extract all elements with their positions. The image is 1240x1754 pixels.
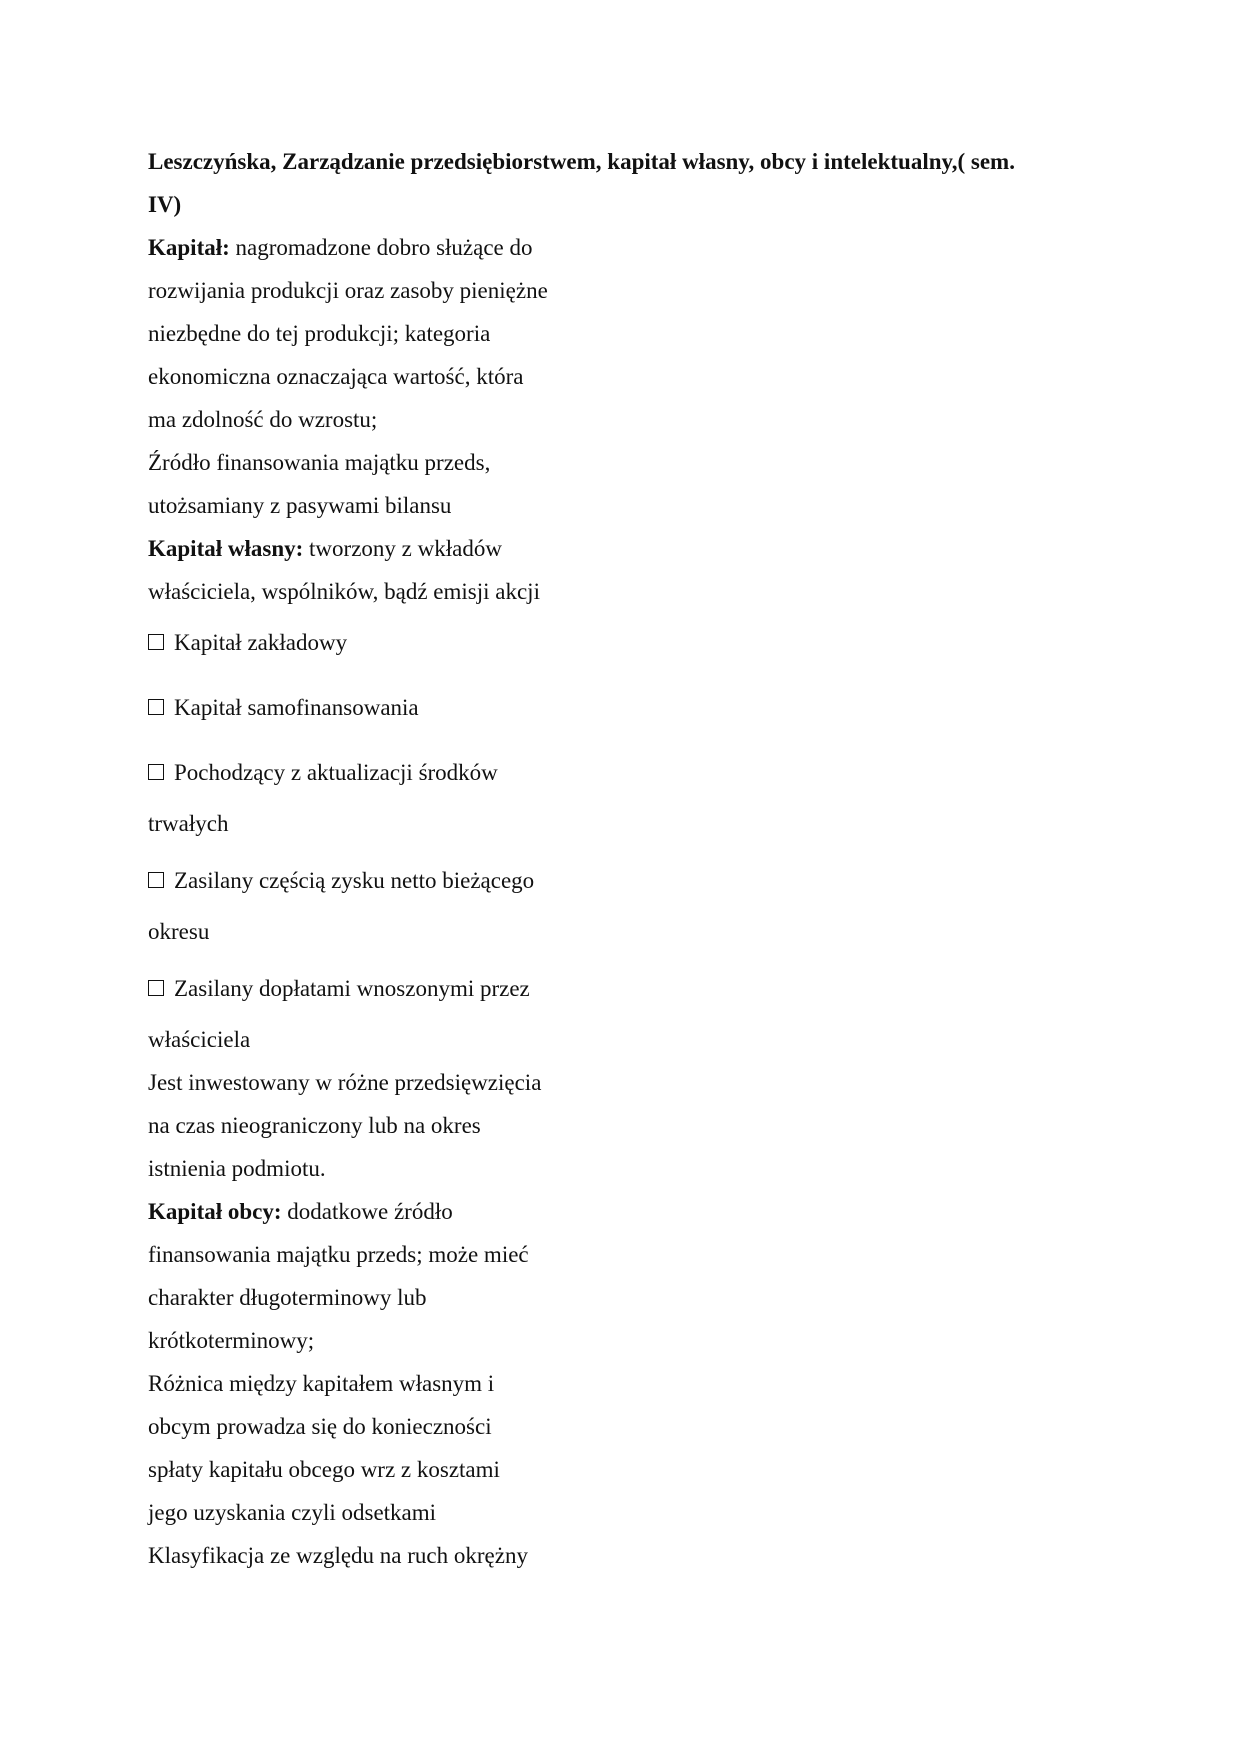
kapital-term: Kapitał: [148, 235, 230, 260]
kapital-line-5: ma zdolność do wzrostu; [148, 407, 378, 432]
section-kapital [148, 226, 1108, 527]
kapital-line-3: niezbędne do tej produkcji; kategoria [148, 321, 491, 346]
checkbox-bullet-icon [148, 634, 164, 650]
list-item-continuation: trwałych [148, 811, 229, 836]
kapital-line-1: nagromadzone dobro służące do [229, 235, 533, 260]
kapital-wlasny-after-2: na czas nieograniczony lub na okres [148, 1113, 481, 1138]
kapital-obcy-line-7: spłaty kapitału obcego wrz z kosztami [148, 1457, 500, 1482]
kapital-wlasny-line-1: tworzony z wkładów [303, 536, 502, 561]
checkbox-bullet-icon [148, 699, 164, 715]
kapital-wlasny-after-3: istnienia podmiotu. [148, 1156, 326, 1181]
kapital-obcy-term: Kapitał obcy: [148, 1199, 282, 1224]
kapital-definition-line [148, 226, 1108, 269]
title-line-1: Leszczyńska, Zarządzanie przedsiębiorstwem, kapitał własny, obcy i intelektualny,( sem. [148, 149, 1015, 174]
kapital-obcy-line-9: Klasyfikacja ze względu na ruch okrężny [148, 1543, 528, 1568]
kapital-obcy-line-4: krótkoterminowy; [148, 1328, 315, 1353]
checkbox-bullet-icon [148, 980, 164, 996]
kapital-line-6: Źródło finansowania majątku przeds, [148, 450, 491, 475]
section-kapital-wlasny [148, 527, 1108, 1190]
list-item [148, 621, 1108, 664]
list-item-continuation: okresu [148, 919, 210, 944]
document-body [148, 140, 1108, 1577]
kapital-line-2: rozwijania produkcji oraz zasoby pieniężne [148, 278, 548, 303]
kapital-obcy-line-3: charakter długoterminowy lub [148, 1285, 427, 1310]
list-item-text: Zasilany częścią zysku netto bieżącego [174, 868, 535, 893]
list-item-text: Kapitał samofinansowania [174, 695, 419, 720]
kapital-obcy-line-8: jego uzyskania czyli odsetkami [148, 1500, 437, 1525]
document-title [148, 140, 1108, 226]
title-line-2: IV) [148, 192, 182, 217]
kapital-line-7: utożsamiany z pasywami bilansu [148, 493, 452, 518]
kapital-obcy-line-5: Różnica między kapitałem własnym i [148, 1371, 495, 1396]
section-kapital-obcy [148, 1190, 1108, 1577]
kapital-line-4: ekonomiczna oznaczająca wartość, która [148, 364, 524, 389]
kapital-wlasny-term: Kapitał własny: [148, 536, 304, 561]
kapital-obcy-definition-line [148, 1190, 1108, 1233]
kapital-obcy-line-6: obcym prowadza się do konieczności [148, 1414, 492, 1439]
list-item-continuation: właściciela [148, 1027, 251, 1052]
list-item-text: Kapitał zakładowy [174, 630, 348, 655]
kapital-obcy-line-1: dodatkowe źródło [281, 1199, 453, 1224]
list-item-text: Pochodzący z aktualizacji środków [174, 760, 498, 785]
list-item [148, 686, 1108, 729]
kapital-wlasny-line-2: właściciela, wspólników, bądź emisji akcji [148, 579, 540, 604]
checkbox-bullet-icon [148, 764, 164, 780]
kapital-obcy-line-2: finansowania majątku przeds; może mieć [148, 1242, 529, 1267]
list-item [148, 859, 1108, 902]
list-item [148, 967, 1108, 1010]
list-item-text: Zasilany dopłatami wnoszonymi przez [174, 976, 530, 1001]
checkbox-bullet-icon [148, 872, 164, 888]
kapital-wlasny-after-1: Jest inwestowany w różne przedsięwzięcia [148, 1070, 542, 1095]
kapital-wlasny-definition-line [148, 527, 1108, 570]
list-item [148, 751, 1108, 794]
